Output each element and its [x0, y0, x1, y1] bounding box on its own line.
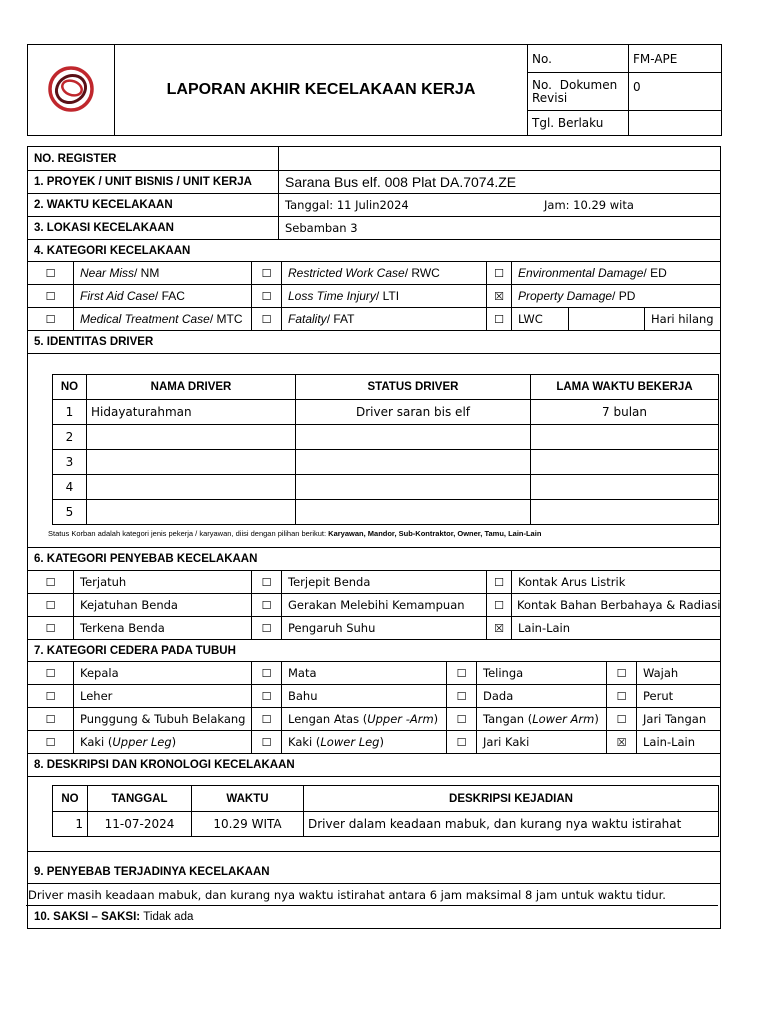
- saksi-label: 10. SAKSI – SAKSI:: [34, 911, 141, 923]
- col-no: NO: [53, 375, 87, 400]
- option-suhu: Pengaruh Suhu: [281, 617, 486, 639]
- cell-lama[interactable]: [531, 475, 719, 500]
- table-row: [53, 475, 719, 500]
- checkbox-leher[interactable]: ☐: [45, 689, 56, 703]
- penyebab-kat-label: 6. KATEGORI PENYEBAB KECELAKAAN: [34, 553, 258, 565]
- checkbox-perut[interactable]: ☐: [606, 685, 636, 707]
- penyebab-row-1: [28, 571, 720, 594]
- table-row: [53, 812, 719, 837]
- checkbox-arus-listrik[interactable]: ☐: [486, 571, 511, 593]
- option-bahu: Bahu: [281, 685, 446, 707]
- col-nama-driver: NAMA DRIVER: [87, 375, 296, 400]
- lokasi-label: 3. LOKASI KECELAKAAN: [34, 222, 174, 234]
- checkbox-kaki-upper[interactable]: ☐: [45, 735, 56, 749]
- option-lwc: LWC: [511, 308, 568, 330]
- checkbox-wajah[interactable]: ☐: [606, 662, 636, 684]
- driver-table-header: [53, 375, 719, 400]
- col-tanggal: TANGGAL: [88, 786, 192, 812]
- checkbox-terjatuh[interactable]: ☐: [45, 575, 56, 589]
- kronologi-header: [53, 786, 719, 812]
- row-register: [28, 147, 720, 171]
- identitas-label: 5. IDENTITAS DRIVER: [34, 336, 154, 348]
- cedera-row-1: [28, 662, 720, 685]
- option-fac: First Aid Case / FAC: [73, 285, 251, 307]
- cell-deskripsi[interactable]: Driver dalam keadaan mabuk, dan kurang nya waktu istirahat: [304, 812, 719, 837]
- checkbox-tangan[interactable]: ☐: [446, 708, 476, 730]
- option-bahan-berbahaya: Kontak Bahan Berbahaya & Radiasi: [511, 594, 720, 616]
- row-saksi: [28, 906, 720, 928]
- checkbox-kaki-lower[interactable]: ☐: [251, 731, 281, 753]
- cell-lama[interactable]: [531, 450, 719, 475]
- option-jari-kaki: Jari Kaki: [476, 731, 606, 753]
- logo-cell: [28, 45, 115, 136]
- option-telinga: Telinga: [476, 662, 606, 684]
- report-form: [27, 146, 721, 929]
- checkbox-lwc[interactable]: ☐: [486, 308, 511, 330]
- kategori-row-2: [28, 285, 720, 308]
- cell-status[interactable]: Driver saran bis elf: [296, 400, 531, 425]
- checkbox-fac[interactable]: ☐: [45, 289, 56, 303]
- checkbox-terkena[interactable]: ☐: [45, 621, 56, 635]
- checkbox-penyebab-lain[interactable]: ☒: [486, 617, 511, 639]
- status-note: Status Korban adalah kategori jenis pekerja / karyawan, diisi dengan pilihan berikut: Karyawan, Mandor, Sub-Kontraktor, Owner, Tamu, Lain-Lain: [48, 529, 542, 538]
- waktu-jam: Jam: 10.29 wita: [544, 198, 634, 212]
- col-deskripsi: DESKRIPSI KEJADIAN: [304, 786, 719, 812]
- cell-no: 4: [53, 475, 87, 500]
- option-pd: Property Damage / PD: [511, 285, 720, 307]
- option-jari-tangan: Jari Tangan: [636, 708, 720, 730]
- table-row: [53, 500, 719, 525]
- saksi-value[interactable]: Tidak ada: [143, 911, 194, 923]
- cedera-label: 7. KATEGORI CEDERA PADA TUBUH: [34, 644, 236, 657]
- penyebab-value[interactable]: Driver masih keadaan mabuk, dan kurang nya waktu istirahat antara 6 jam maksimal 8 jam untuk waktu tidur.: [28, 887, 666, 902]
- register-value: [278, 147, 720, 170]
- checkbox-ed[interactable]: ☐: [486, 262, 511, 284]
- option-dada: Dada: [476, 685, 606, 707]
- option-tangan: Tangan ( Lower Arm ): [476, 708, 606, 730]
- checkbox-suhu[interactable]: ☐: [251, 617, 281, 639]
- row-proyek: [28, 171, 720, 194]
- meta-value-no: FM-APE: [629, 45, 722, 73]
- checkbox-cedera-lain[interactable]: ☒: [606, 731, 636, 753]
- driver-table: [52, 374, 719, 525]
- company-logo-icon: [45, 63, 97, 115]
- document-title: LAPORAN AKHIR KECELAKAAN KERJA: [115, 45, 528, 136]
- col-status-driver: STATUS DRIVER: [296, 375, 531, 400]
- cell-nama[interactable]: [87, 475, 296, 500]
- meta-label-revisi: No. Dokumen Revisi: [528, 73, 629, 111]
- saksi-field: [28, 906, 720, 928]
- option-kepala: Kepala: [73, 662, 251, 684]
- cedera-row-2: [28, 685, 720, 708]
- row-penyebab: [28, 852, 720, 884]
- proyek-value: Sarana Bus elf. 008 Plat DA.7074.ZE: [278, 171, 720, 193]
- option-kaki-upper: Kaki ( Upper Leg ): [73, 731, 251, 753]
- cell-tanggal[interactable]: 11-07-2024: [88, 812, 192, 837]
- checkbox-telinga[interactable]: ☐: [446, 662, 476, 684]
- checkbox-bahan-berbahaya[interactable]: ☐: [486, 594, 511, 616]
- penyebab-row-3: [28, 617, 720, 640]
- row-kategori-heading: [28, 240, 720, 262]
- option-lengan-atas: Lengan Atas ( Upper -Arm ): [281, 708, 446, 730]
- row-penyebab-value: [26, 884, 718, 906]
- cell-status[interactable]: [296, 500, 531, 525]
- checkbox-lengan-atas[interactable]: ☐: [251, 708, 281, 730]
- cell-nama[interactable]: Hidayaturahman: [87, 400, 296, 425]
- checkbox-pd[interactable]: ☒: [486, 285, 511, 307]
- penyebab-label: 9. PENYEBAB TERJADINYA KECELAKAAN: [34, 865, 270, 878]
- option-rwc: Restricted Work Case / RWC: [281, 262, 486, 284]
- row-penyebab-kat-heading: [28, 548, 720, 571]
- checkbox-bahu[interactable]: ☐: [251, 685, 281, 707]
- checkbox-gerakan[interactable]: ☐: [251, 594, 281, 616]
- checkbox-punggung[interactable]: ☐: [45, 712, 56, 726]
- option-terkena: Terkena Benda: [73, 617, 251, 639]
- option-punggung: Punggung & Tubuh Belakang: [73, 708, 251, 730]
- col-lama-waktu: LAMA WAKTU BEKERJA: [531, 375, 719, 400]
- cell-no: 1: [53, 812, 88, 837]
- register-label: NO. REGISTER: [34, 152, 117, 165]
- option-kejatuhan: Kejatuhan Benda: [73, 594, 251, 616]
- meta-label-no: No.: [528, 45, 629, 73]
- lwc-days-field[interactable]: [568, 308, 644, 330]
- checkbox-near-miss[interactable]: ☐: [45, 266, 56, 280]
- lokasi-value: Sebamban 3: [278, 217, 720, 239]
- cell-status[interactable]: [296, 425, 531, 450]
- table-row: [53, 450, 719, 475]
- checkbox-terjepit[interactable]: ☐: [251, 571, 281, 593]
- cell-waktu[interactable]: 10.29 WITA: [192, 812, 304, 837]
- kategori-row-1: [28, 262, 720, 285]
- checkbox-mtc[interactable]: ☐: [45, 312, 56, 326]
- cell-no: 1: [53, 400, 87, 425]
- kategori-row-3: [28, 308, 720, 331]
- cedera-row-3: [28, 708, 720, 731]
- cell-no: 3: [53, 450, 87, 475]
- cell-nama[interactable]: [87, 450, 296, 475]
- option-cedera-lain: Lain-Lain: [636, 731, 720, 753]
- option-terjepit: Terjepit Benda: [281, 571, 486, 593]
- cell-nama[interactable]: [87, 425, 296, 450]
- meta-value-tgl-berlaku: [629, 111, 722, 136]
- option-terjatuh: Terjatuh: [73, 571, 251, 593]
- meta-value-revisi: 0: [629, 73, 722, 111]
- checkbox-dada[interactable]: ☐: [446, 685, 476, 707]
- checkbox-mata[interactable]: ☐: [251, 662, 281, 684]
- checkbox-jari-kaki[interactable]: ☐: [446, 731, 476, 753]
- row-deskripsi-heading: [28, 754, 720, 777]
- hari-hilang-label: Hari hilang: [644, 308, 720, 330]
- cell-lama[interactable]: [531, 425, 719, 450]
- meta-label-tgl-berlaku: Tgl. Berlaku: [528, 111, 629, 136]
- option-fat: Fatality / FAT: [281, 308, 486, 330]
- cell-lama[interactable]: [531, 500, 719, 525]
- kategori-label: 4. KATEGORI KECELAKAAN: [34, 244, 191, 257]
- cell-lama[interactable]: 7 bulan: [531, 400, 719, 425]
- checkbox-fat[interactable]: ☐: [251, 308, 281, 330]
- proyek-label: 1. PROYEK / UNIT BISNIS / UNIT KERJA: [34, 176, 252, 188]
- waktu-tanggal: Tanggal: 11 Julin2024: [278, 194, 538, 216]
- row-identitas-heading: [28, 331, 720, 354]
- option-lti: Loss Time Injury / LTI: [281, 285, 486, 307]
- checkbox-lti[interactable]: ☐: [251, 285, 281, 307]
- cell-no: 5: [53, 500, 87, 525]
- row-waktu: [28, 194, 720, 217]
- checkbox-kejatuhan[interactable]: ☐: [45, 598, 56, 612]
- option-perut: Perut: [636, 685, 720, 707]
- kronologi-area: [28, 777, 720, 852]
- option-mtc: Medical Treatment Case / MTC: [73, 308, 251, 330]
- cell-no: 2: [53, 425, 87, 450]
- option-wajah: Wajah: [636, 662, 720, 684]
- waktu-label: 2. WAKTU KECELAKAAN: [34, 199, 173, 211]
- col-waktu: WAKTU: [192, 786, 304, 812]
- checkbox-rwc[interactable]: ☐: [251, 262, 281, 284]
- option-near-miss: Near Miss / NM: [73, 262, 251, 284]
- kronologi-table: [52, 785, 719, 837]
- cell-nama[interactable]: [87, 500, 296, 525]
- table-row: [53, 425, 719, 450]
- col-no: NO: [53, 786, 88, 812]
- table-row: [53, 400, 719, 425]
- document-header: [27, 44, 722, 136]
- cell-status[interactable]: [296, 450, 531, 475]
- row-lokasi: [28, 217, 720, 240]
- option-ed: Environmental Damage / ED: [511, 262, 720, 284]
- option-mata: Mata: [281, 662, 446, 684]
- cell-status[interactable]: [296, 475, 531, 500]
- penyebab-row-2: [28, 594, 720, 617]
- checkbox-jari-tangan[interactable]: ☐: [606, 708, 636, 730]
- option-arus-listrik: Kontak Arus Listrik: [511, 571, 720, 593]
- checkbox-kepala[interactable]: ☐: [45, 666, 56, 680]
- cedera-row-4: [28, 731, 720, 754]
- driver-table-area: [28, 354, 720, 548]
- option-penyebab-lain: Lain-Lain: [511, 617, 720, 639]
- option-kaki-lower: Kaki ( Lower Leg ): [281, 731, 446, 753]
- row-cedera-heading: [28, 640, 720, 662]
- deskripsi-label: 8. DESKRIPSI DAN KRONOLOGI KECELAKAAN: [34, 759, 295, 771]
- option-gerakan: Gerakan Melebihi Kemampuan: [281, 594, 486, 616]
- option-leher: Leher: [73, 685, 251, 707]
